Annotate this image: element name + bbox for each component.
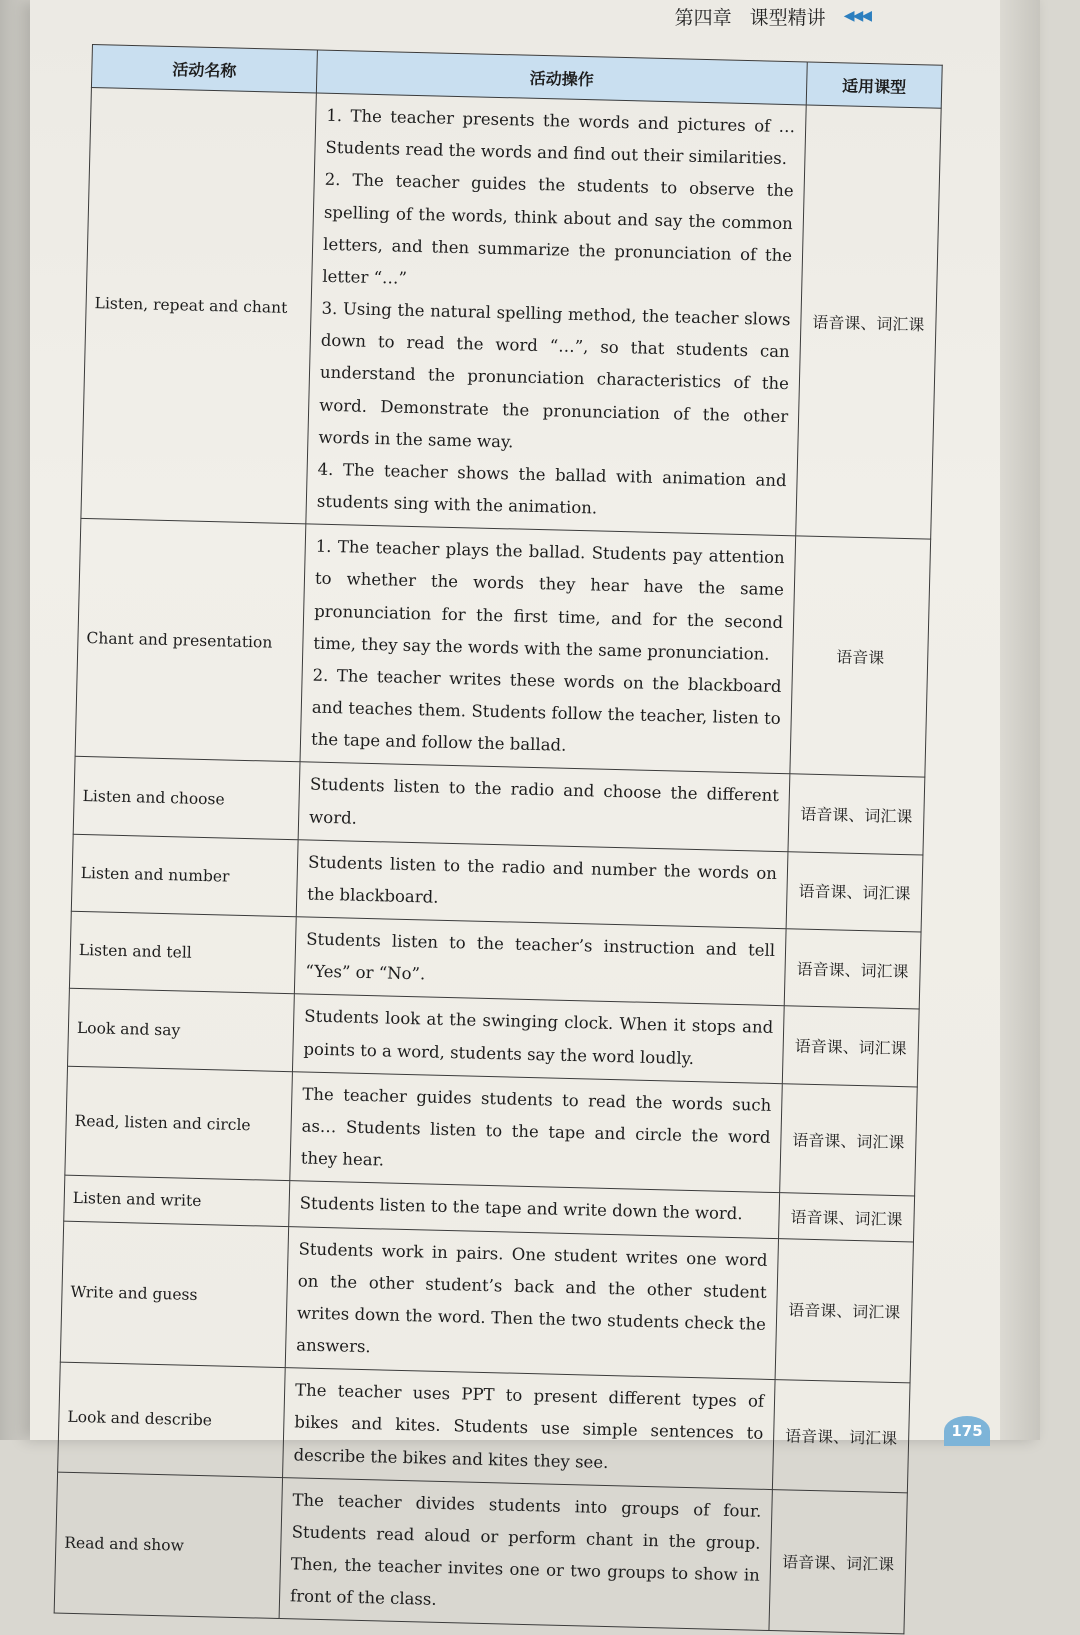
lesson-type-cell: 语音课、词汇课 (779, 1193, 915, 1241)
activity-operation-cell (296, 840, 788, 929)
operation-step: Students look at the swinging clock. When it stops and points to a word, students say the word loudly. (303, 1006, 774, 1068)
operation-step: Students listen to the teacher’s instruction and tell “Yes” or “No”. (305, 929, 776, 984)
activity-name-cell: Look and describe (58, 1362, 286, 1477)
operation-step: 2. The teacher guides the students to observe the spelling of the words, think about and say the common letters, and then summarize the pronunciation of the letter “…” (322, 170, 794, 288)
activity-name-cell: Look and say (68, 989, 295, 1072)
table-row (58, 1362, 910, 1492)
lesson-type-cell: 语音课、词汇课 (796, 105, 941, 539)
lesson-type-cell: 语音课、词汇课 (772, 1380, 910, 1493)
lesson-type-cell: 语音课、词汇课 (780, 1083, 918, 1196)
activity-table (54, 44, 943, 1635)
activity-name-cell: Listen and tell (69, 911, 296, 994)
arrow-icons: ◀◀◀ (843, 8, 870, 24)
activity-table-wrapper (54, 44, 943, 1635)
operation-step: Students listen to the radio and choose the different word. (308, 774, 780, 828)
operation-step: 3. Using the natural spelling method, the teacher slows down to read the word “…”, so that students can understand the pronunciation characteristics of the word. Demonstrate the pronunciation of the other words in the same way. (318, 298, 791, 452)
activity-name-cell: Read, listen and circle (65, 1066, 293, 1181)
activity-name-cell: Listen and choose (73, 757, 300, 840)
right-page-edge (1000, 0, 1040, 1440)
operation-step: Students listen to the tape and write down the word. (299, 1193, 743, 1224)
operation-step: The teacher guides students to read the words such as… Students listen to the tape and circle the word they hear. (300, 1084, 772, 1170)
activity-name-cell: Listen, repeat and chant (81, 87, 316, 524)
book-page (30, 0, 1040, 1610)
operation-step: 4. The teacher shows the ballad with animation and students sing with the animation. (316, 459, 787, 518)
left-page-edge (0, 0, 30, 1440)
table-row (60, 1221, 913, 1383)
chapter-label: 第四章 (674, 6, 732, 29)
column-header-lesson-type: 适用课型 (806, 62, 942, 108)
activity-name-cell: Listen and number (71, 834, 298, 917)
activity-operation-cell (285, 1226, 778, 1380)
table-body (54, 87, 941, 1634)
lesson-type-cell: 语音课、词汇课 (784, 929, 921, 1010)
table-row (75, 519, 931, 778)
lesson-type-cell: 语音课、词汇课 (782, 1006, 919, 1087)
activity-operation-cell (279, 1477, 772, 1631)
operation-step: 2. The teacher writes these words on the blackboard and teaches them. Students follow the teacher, listen to the tape and follow the ballad. (310, 665, 782, 756)
activity-operation-cell (298, 762, 790, 851)
table-row (65, 1066, 917, 1196)
lesson-type-cell: 语音课、词汇课 (769, 1489, 907, 1634)
lesson-type-cell: 语音课 (790, 536, 931, 777)
column-header-name: 活动名称 (91, 45, 317, 93)
page-number: 175 (944, 1416, 990, 1446)
activity-operation-cell (306, 93, 806, 536)
activity-name-cell: Read and show (54, 1472, 282, 1619)
activity-operation-cell (294, 917, 786, 1006)
activity-name-cell: Chant and presentation (75, 519, 306, 763)
operation-step: Students listen to the radio and number the words on the blackboard. (307, 852, 778, 907)
section-label: 课型精讲 (749, 6, 826, 29)
operation-step: Students work in pairs. One student writes one word on the other student’s back and the other student writes down the word. Then the two students check the answers. (296, 1238, 768, 1357)
column-header-operation: 活动操作 (316, 50, 807, 105)
lesson-type-cell: 语音课、词汇课 (786, 852, 923, 933)
running-header (675, 0, 870, 32)
table-row (54, 1472, 907, 1634)
operation-step: 1. The teacher plays the ballad. Students pay attention to whether the words they hear have the same pronunciation for the first time, and for the second time, they say the words with the same pronunciation. (313, 536, 785, 664)
operation-step: The teacher divides students into groups of four. Students read aloud or perform chant in the group. Then, the teacher invites one or two groups to show in front of the class. (289, 1490, 762, 1610)
activity-name-cell: Listen and write (64, 1176, 290, 1227)
operation-step: The teacher uses PPT to present different types of bikes and kites. Students use simple sentences to describe the bikes and kites they see. (293, 1380, 765, 1472)
activity-operation-cell (300, 524, 796, 774)
table-row (81, 87, 941, 539)
activity-operation-cell (292, 994, 784, 1083)
activity-operation-cell (290, 1072, 783, 1193)
operation-step: 1. The teacher presents the words and pictures of … Students read the words and find out their similarities. (325, 105, 796, 169)
lesson-type-cell: 语音课、词汇课 (775, 1238, 913, 1383)
lesson-type-cell: 语音课、词汇课 (788, 774, 925, 855)
activity-name-cell: Write and guess (60, 1221, 288, 1368)
activity-operation-cell (283, 1368, 776, 1489)
